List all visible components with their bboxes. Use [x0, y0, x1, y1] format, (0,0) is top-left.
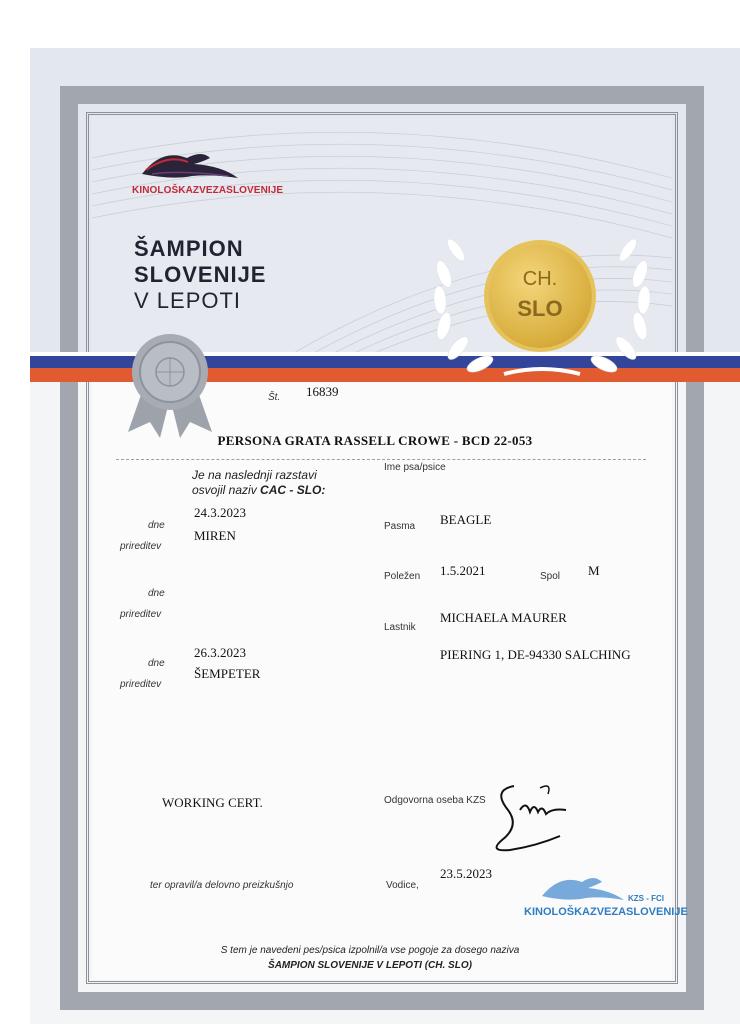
sex-label: Spol	[540, 571, 561, 582]
owner-address: PIERING 1, DE-94330 SALCHING	[440, 647, 631, 662]
working-test-label: ter opravil/a delovno preizkušnjo	[150, 880, 294, 891]
dog-name-label: Ime psa/psice	[384, 462, 446, 473]
intro-line-1: Je na naslednji razstavi	[192, 468, 317, 482]
show-date-3: 26.3.2023	[194, 645, 246, 660]
certificate-number: 16839	[306, 384, 339, 399]
gold-seal	[488, 244, 592, 348]
header-separator	[116, 459, 646, 460]
date-label-1: dne	[148, 520, 165, 531]
owner-value: MICHAELA MAURER	[440, 610, 567, 625]
date-label-2: dne	[148, 588, 165, 599]
footer-title: ŠAMPION SLOVENIJE V LEPOTI (CH. SLO)	[268, 960, 472, 971]
show-date-1: 24.3.2023	[194, 505, 246, 520]
fci-rosette-icon	[122, 332, 218, 440]
title-line-1: ŠAMPION	[134, 236, 244, 261]
dog-full-name: PERSONA GRATA RASSELL CROWE - BCD 22-053	[217, 433, 533, 448]
working-cert-value: WORKING CERT.	[162, 795, 263, 810]
breed-value: BEAGLE	[440, 512, 492, 527]
breed-label: Pasma	[384, 521, 416, 532]
stamp-organization-name: KINOLOŠKAZVEZASLOVENIJE	[524, 906, 688, 918]
footer-note: S tem je navedeni pes/psica izpolnil/a vse pogoje za dosego naziva	[220, 945, 520, 956]
title-line-2: SLOVENIJE	[134, 262, 267, 287]
issue-place-label: Vodice,	[386, 880, 419, 891]
place-label-3: prireditev	[120, 679, 162, 690]
running-dog-stamp-logo-icon	[536, 868, 626, 906]
responsible-person-label: Odgovorna oseba KZS	[384, 795, 486, 806]
show-place-1: MIREN	[194, 528, 236, 543]
seal-bottom-text: SLO	[517, 296, 563, 321]
born-label: Poležen	[384, 571, 421, 582]
signature	[480, 780, 580, 860]
organization-name: KINOLOŠKAZVEZASLOVENIJE	[132, 185, 284, 196]
owner-label: Lastnik	[384, 622, 416, 633]
place-label-1: prireditev	[120, 541, 162, 552]
show-place-3: ŠEMPETER	[194, 666, 261, 681]
born-value: 1.5.2021	[440, 563, 486, 578]
stamp-code: KZS - FCI	[628, 894, 664, 903]
cac-intro	[192, 468, 325, 498]
number-label: Št.	[268, 392, 281, 403]
intro-line-2: osvojil naziv	[192, 483, 261, 497]
seal-top-text: CH.	[522, 268, 558, 290]
date-label-3: dne	[148, 658, 165, 669]
issue-date: 23.5.2023	[440, 866, 492, 881]
running-dog-logo-icon	[132, 144, 242, 184]
place-label-2: prireditev	[120, 609, 162, 620]
intro-title: CAC - SLO:	[260, 483, 326, 497]
sex-value: M	[588, 563, 600, 578]
title-line-3: V LEPOTI	[134, 288, 242, 313]
